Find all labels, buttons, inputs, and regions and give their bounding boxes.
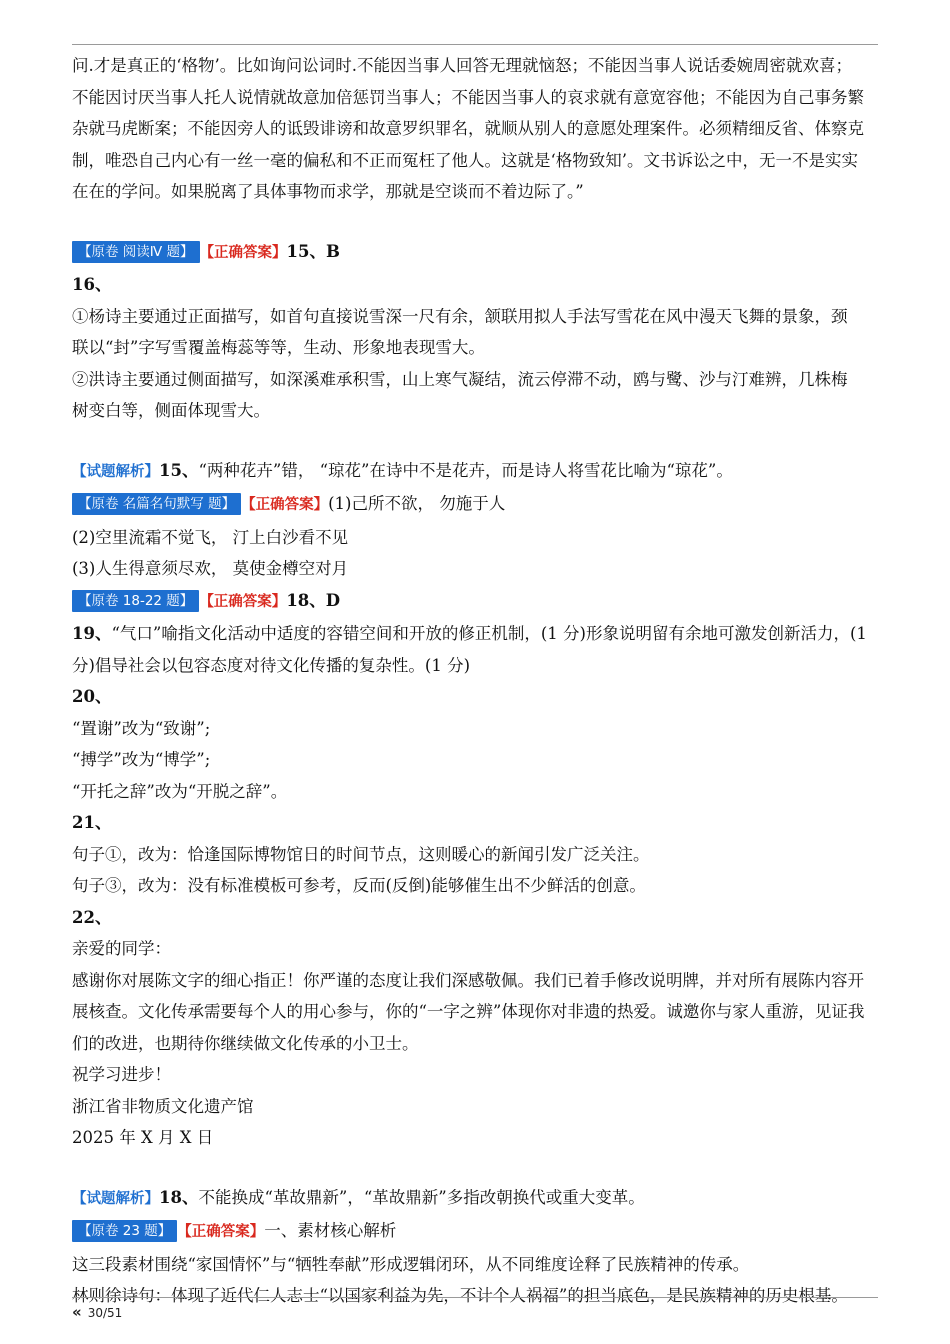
analysis-15-line <box>72 455 878 489</box>
section-iv-answer-line <box>72 236 878 270</box>
answer-line: 联以“封”字写雪覆盖梅蕊等等，生动、形象地表现雪大。 <box>72 338 485 357</box>
letter-line: 亲爱的同学： <box>72 939 171 958</box>
answer-line: 林则徐诗句：体现了近代仁人志士“以国家利益为先，不计个人祸福”的担当底色，是民族精神的历史根基。 <box>72 1286 848 1305</box>
answer-text: “气口”喻指文化活动中适度的容错空间和开放的修正机制，(1 分)形象说明留有余地可激发创新活力，(1 <box>111 624 867 643</box>
answer-line: (2)空里流霜不觉飞， 汀上白沙看不见 <box>72 527 349 547</box>
answer-line: “置谢”改为“致谢”; <box>72 718 211 738</box>
answer-line: 这三段素材围绕“家国情怀”与“牺牲奉献”形成逻辑闭环，从不同维度诠释了民族精神的传承。 <box>72 1254 750 1274</box>
section-tag: 【原卷 18-22 题】 <box>72 590 199 612</box>
answer-line: “开托之辞”改为“开脱之辞”。 <box>72 781 288 801</box>
intro-line: 不能因讨厌当事人托人说情就故意加倍惩罚当事人；不能因当事人的哀求就有意宽容他；不能因为自己事务繁 <box>72 87 864 107</box>
letter-line: 感谢你对展陈文字的细心指正！你严谨的态度让我们深感敬佩。我们已着手修改说明牌，并对所有展陈内容开 <box>72 970 864 990</box>
answer-line: 树变白等，侧面体现雪大。 <box>72 401 270 420</box>
answer-value: 18、D <box>286 590 341 610</box>
answer-line: 句子③，改为：没有标准模板可参考，反而(反倒)能够催生出不少鲜活的创意。 <box>72 876 646 895</box>
analysis-label: 【试题解析】 <box>72 463 159 480</box>
letter-line: 们的改进，也期待你继续做文化传承的小卫士。 <box>72 1033 419 1053</box>
question-number: 22、 <box>72 907 112 927</box>
answer-line: (3)人生得意须尽欢， 莫使金樽空对月 <box>72 559 349 578</box>
question-number: 21、 <box>72 813 112 832</box>
section-23-answer-line <box>72 1215 878 1249</box>
analysis-label: 【试题解析】 <box>72 1190 159 1207</box>
section-tag: 【原卷 名篇名句默写 题】 <box>72 493 241 515</box>
analysis-number: 15、 <box>159 460 199 480</box>
answer-value: 一、素材核心解析 <box>264 1221 397 1240</box>
answer-line: ①杨诗主要通过正面描写，如首句直接说雪深一尺有余，颔联用拟人手法写雪花在风中漫天飞舞的景象，颈 <box>72 306 848 326</box>
answer-value: 15、B <box>286 241 340 261</box>
letter-line: 2025 年 X 月 X 日 <box>72 1128 214 1147</box>
analysis-text: 不能换成“革故鼎新”，“革故鼎新”多指改朝换代或重大变革。 <box>198 1187 645 1207</box>
answer-line: “搏学”改为“博学”; <box>72 750 211 769</box>
correct-answer-label: 【正确答案】 <box>199 244 287 261</box>
answer-value: (1)己所不欲， 勿施于人 <box>328 494 506 513</box>
question-number: 19、 <box>72 624 112 643</box>
answer-line: ②洪诗主要通过侧面描写，如深溪难承积雪，山上寒气凝结，流云停滞不动，鸥与鹭、沙与汀难辨，几株梅 <box>72 369 848 389</box>
analysis-18-line <box>72 1182 878 1216</box>
question-19 <box>72 618 878 681</box>
footer-rule <box>72 1297 878 1298</box>
intro-paragraph <box>72 50 878 208</box>
page-content <box>72 50 878 1312</box>
letter-line: 浙江省非物质文化遗产馆 <box>72 1096 254 1116</box>
correct-answer-label: 【正确答案】 <box>199 593 287 610</box>
header-rule <box>72 44 878 45</box>
section-mingpian-answer-line <box>72 488 878 522</box>
answer-line <box>72 618 878 650</box>
intro-line: 制，唯恐自己内心有一丝一毫的偏私和不正而冤枉了他人。这就是‘格物致知’。文书诉讼之中，无一不是实实 <box>72 150 858 170</box>
question-number: 20、 <box>72 687 112 706</box>
answer-line: 分)倡导社会以包容态度对待文化传播的复杂性。(1 分) <box>72 655 471 675</box>
correct-answer-label: 【正确答案】 <box>241 497 329 513</box>
intro-line: 在在的学问。如果脱离了具体事物而求学，那就是空谈而不着边际了。” <box>72 182 584 201</box>
section-18-22-answer-line <box>72 585 878 619</box>
page-number: 30/51 <box>87 1306 123 1320</box>
page-footer <box>72 1303 122 1321</box>
question-22 <box>72 902 878 1154</box>
intro-line: 问.才是真正的‘格物’。比如询问讼词时.不能因当事人回答无理就恼怒；不能因当事人说话委婉周密就欢喜； <box>72 56 852 75</box>
intro-line: 杂就马虎断案；不能因旁人的诋毁诽谤和故意罗织罪名，就顺从别人的意愿处理案件。必须精细反省、体察克 <box>72 119 864 138</box>
question-number: 16、 <box>72 275 112 294</box>
answer-line: 句子①，改为：恰逢国际博物馆日的时间节点，这则暖心的新闻引发广泛关注。 <box>72 844 650 864</box>
section-tag: 【原卷 23 题】 <box>72 1220 177 1242</box>
letter-line: 祝学习进步！ <box>72 1065 171 1084</box>
question-21 <box>72 807 878 902</box>
correct-answer-label: 【正确答案】 <box>177 1224 265 1240</box>
analysis-text: “两种花卉”错， “琼花”在诗中不是花卉，而是诗人将雪花比喻为“琼花”。 <box>198 460 733 480</box>
question-20 <box>72 681 878 807</box>
question-16 <box>72 269 878 427</box>
letter-line: 展核查。文化传承需要每个人的用心参与，你的“一字之辨”体现你对非遗的热爱。诚邀你与家人重游，见证我 <box>72 1002 865 1021</box>
section-tag: 【原卷 阅读Ⅳ 题】 <box>72 241 200 263</box>
analysis-number: 18、 <box>159 1187 199 1207</box>
double-chevron-left-icon[interactable]: « <box>72 1303 82 1321</box>
